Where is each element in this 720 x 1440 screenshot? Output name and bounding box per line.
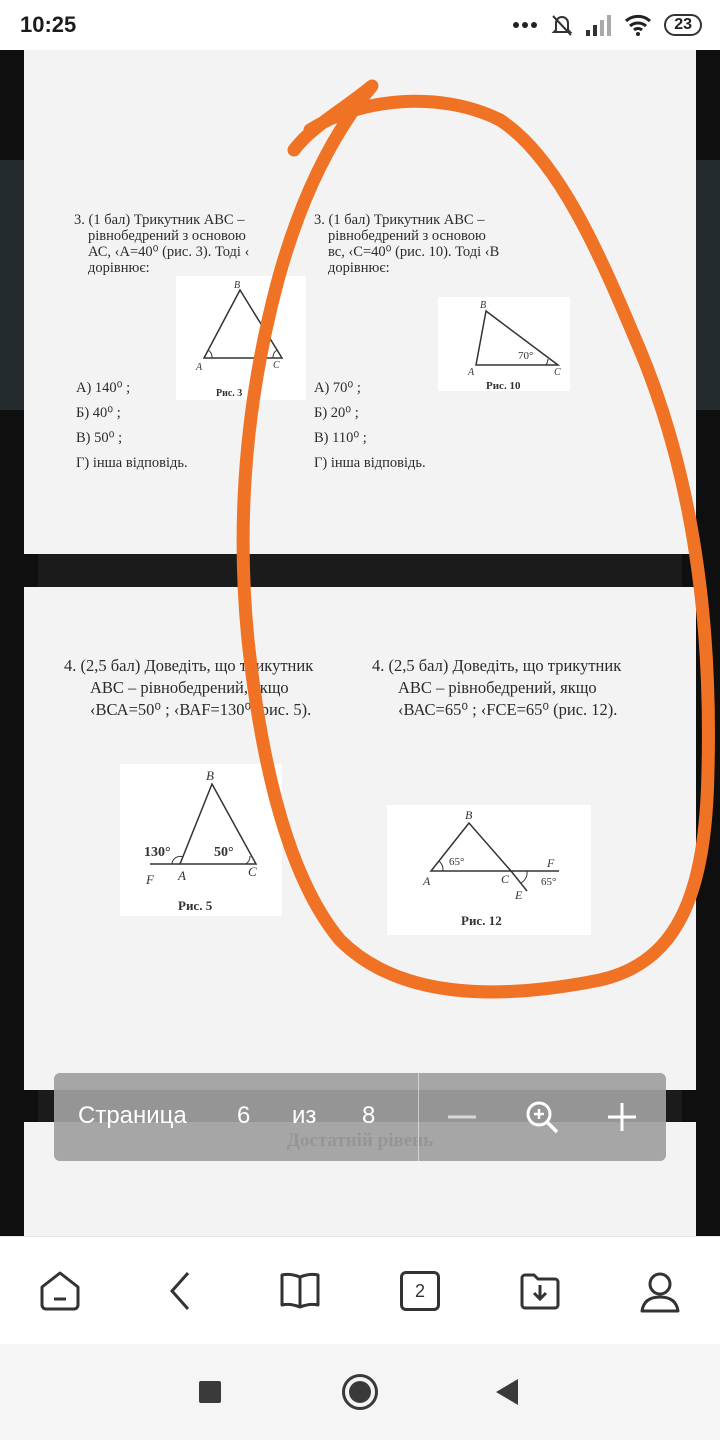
plus-icon — [606, 1101, 638, 1133]
vertex-label-c: C — [273, 360, 280, 371]
question-line: вс, ‹С=40⁰ (рис. 10). Тоді ‹В — [328, 244, 500, 260]
answer-option: А) 140⁰ ; — [76, 380, 131, 396]
vertex-label-a: A — [196, 362, 203, 373]
triangle-icon — [494, 1379, 518, 1405]
divider — [418, 1073, 419, 1161]
home-icon — [38, 1269, 82, 1313]
circle-icon — [342, 1374, 378, 1410]
question-line: дорівнює: — [328, 260, 390, 276]
mute-bell-icon — [550, 13, 574, 37]
answer-option: В) 50⁰ ; — [76, 430, 123, 446]
vertex-label-c: C — [554, 367, 561, 378]
question-line: рівнобедрений з основою — [328, 228, 486, 244]
wifi-icon — [624, 14, 652, 36]
question-line: дорівнює: — [88, 260, 150, 276]
zoom-out-button[interactable] — [438, 1093, 486, 1141]
angle-label-c: 65° — [541, 876, 557, 888]
question-line: 3. (1 бал) Трикутник АВС – — [314, 212, 485, 228]
vertex-label-b: B — [206, 768, 214, 783]
figure-caption: Рис. 5 — [178, 898, 213, 913]
recents-button[interactable] — [190, 1372, 230, 1412]
answer-option: В) 110⁰ ; — [314, 430, 367, 446]
home-nav-button[interactable] — [340, 1372, 380, 1412]
vertex-label-a: A — [178, 868, 186, 883]
question-line: ‹ВАС=65⁰ ; ‹FCE=65⁰ (рис. 12). — [398, 700, 618, 719]
question-line: ‹ВСА=50⁰ ; ‹ВАF=130⁰ (рис. 5). — [90, 700, 312, 719]
signal-icon — [586, 14, 612, 36]
vertex-label-c: C — [248, 864, 257, 879]
profile-button[interactable] — [636, 1267, 684, 1315]
status-time: 10:25 — [20, 12, 77, 37]
download-icon — [518, 1271, 562, 1311]
question-line: 4. (2,5 бал) Доведіть, що трикутник — [372, 656, 622, 675]
back-nav-button[interactable] — [486, 1372, 526, 1412]
add-button[interactable] — [598, 1093, 646, 1141]
page-separator: из — [292, 1102, 317, 1129]
answer-option: Б) 40⁰ ; — [76, 405, 121, 421]
back-icon — [168, 1271, 192, 1311]
status-bar — [0, 0, 720, 50]
angle-label-a: 65° — [449, 856, 465, 868]
answer-option: А) 70⁰ ; — [314, 380, 361, 396]
current-page-number[interactable]: 6 — [237, 1102, 251, 1129]
bookmarks-button[interactable] — [276, 1267, 324, 1315]
vertex-label-a: A — [423, 874, 431, 888]
vertex-label-b: B — [234, 280, 241, 291]
answer-option: Г) інша відповідь. — [314, 455, 426, 471]
tab-count: 2 — [414, 1280, 425, 1301]
orange-circle-annotation — [0, 50, 720, 1236]
zoom-out-icon — [446, 1101, 478, 1133]
question-line: 4. (2,5 бал) Доведіть, що трикутник — [64, 656, 314, 675]
tabs-icon — [400, 1271, 440, 1311]
vertex-label-c: C — [501, 872, 510, 886]
figure-caption: Рис. 12 — [461, 913, 502, 928]
book-icon — [278, 1271, 322, 1311]
figure-caption: Рис. 3 — [216, 388, 243, 399]
stop-icon — [199, 1381, 221, 1403]
answer-option: Г) інша відповідь. — [76, 455, 188, 471]
question-line: АВС – рівнобедрений, якщо — [398, 678, 597, 697]
profile-icon — [638, 1269, 682, 1313]
question-line: АВС – рівнобедрений, якщо — [90, 678, 289, 697]
total-pages: 8 — [362, 1102, 376, 1129]
status-icons — [512, 10, 702, 40]
browser-toolbar — [0, 1236, 720, 1344]
question-line: рівнобедрений з основою — [88, 228, 246, 244]
back-button[interactable] — [156, 1267, 204, 1315]
vertex-label-e: E — [515, 888, 523, 902]
battery-indicator: 23 — [664, 14, 702, 36]
answer-option: Б) 20⁰ ; — [314, 405, 359, 421]
question-line: 3. (1 бал) Трикутник АВС – — [74, 212, 245, 228]
angle-label: 70° — [518, 350, 534, 362]
zoom-in-icon — [524, 1099, 560, 1135]
angle-label-outer: 130° — [144, 845, 171, 860]
figure-caption: Рис. 10 — [486, 380, 521, 391]
downloads-button[interactable] — [516, 1267, 564, 1315]
angle-label-inner: 50° — [214, 845, 234, 860]
tabs-button[interactable] — [396, 1267, 444, 1315]
vertex-label-f: F — [146, 872, 154, 887]
system-navigation-bar — [0, 1344, 720, 1440]
question-line: АС, ‹А=40⁰ (рис. 3). Тоді ‹ — [88, 244, 250, 260]
page-navigation-panel — [54, 1073, 666, 1161]
vertex-label-f: F — [547, 856, 555, 870]
page-label: Страница — [78, 1102, 187, 1129]
vertex-label-b: B — [465, 808, 473, 822]
vertex-label-a: A — [468, 367, 475, 378]
zoom-in-button[interactable] — [518, 1093, 566, 1141]
vertex-label-b: B — [480, 300, 487, 311]
more-dots-icon — [512, 21, 538, 29]
home-button[interactable] — [36, 1267, 84, 1315]
document-viewer[interactable] — [0, 50, 720, 1236]
